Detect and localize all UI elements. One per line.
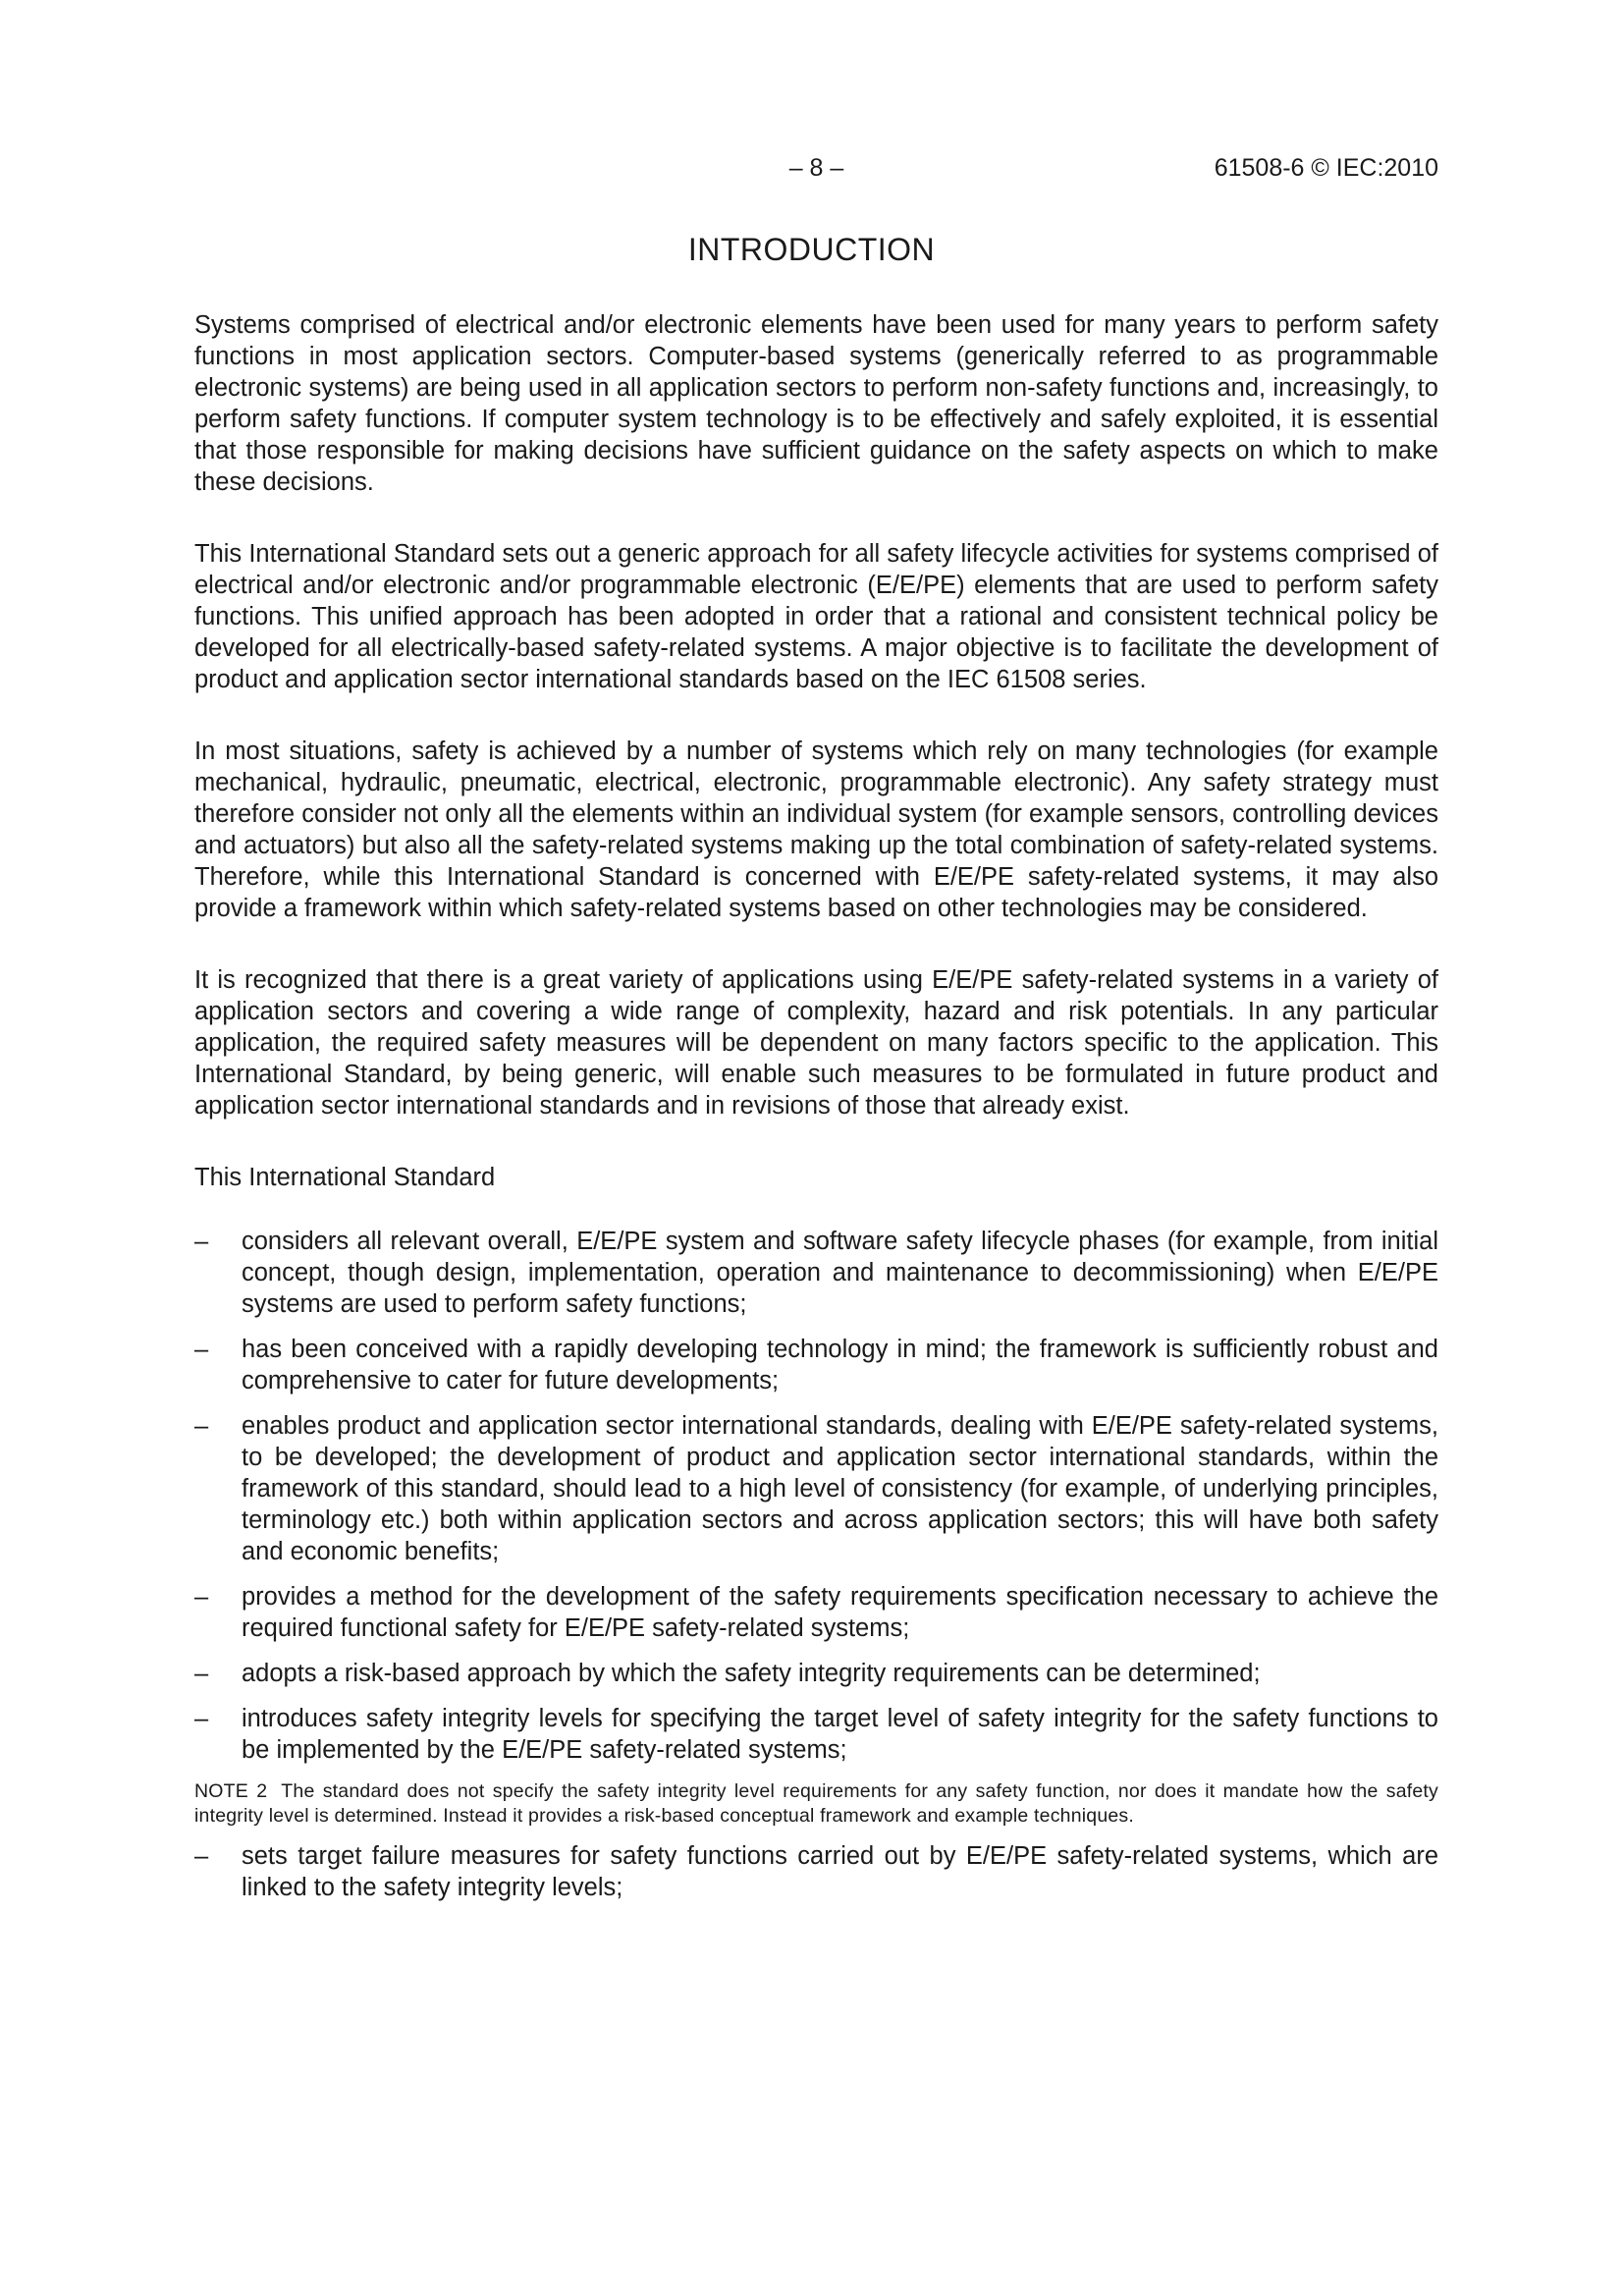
- list-item-text: sets target failure measures for safety functions carried out by E/E/PE safety-related systems, which are linked to the safety integrity levels;: [242, 1842, 1438, 1901]
- list-item-text: enables product and application sector international standards, dealing with E/E/PE safety-related systems, to be developed; the development of product and application sector international standards, within the framework of this standard, should lead to a high level of consistency (for example, of underlying principles, terminology etc.) both within application sectors and across application sectors; this will have both safety and economic benefits;: [242, 1412, 1438, 1565]
- list-item-text: considers all relevant overall, E/E/PE system and software safety lifecycle phases (for example, from initial concept, though design, implementation, operation and maintenance to decommissioning) when E/E/PE systems are used to perform safety functions;: [242, 1228, 1438, 1318]
- paragraph-2: This International Standard sets out a generic approach for all safety lifecycle activities for systems comprised of electrical and/or electronic and/or programmable electronic (E/E/PE) elements that are used to perform safety functions. This unified approach has been adopted in order that a rational and consistent technical policy be developed for all electrically-based safety-related systems. A major objective is to facilitate the development of product and application sector international standards based on the IEC 61508 series.: [194, 540, 1438, 693]
- section-title: INTRODUCTION: [687, 232, 936, 267]
- list-item-text: has been conceived with a rapidly developing technology in mind; the framework is sufficiently robust and comprehensive to cater for future developments;: [242, 1336, 1438, 1394]
- paragraph-4: It is recognized that there is a great variety of applications using E/E/PE safety-related systems in a variety of application sectors and covering a wide range of complexity, hazard and risk potentials. In any particular application, the required safety measures will be dependent on many factors specific to the application. This International Standard, by being generic, will enable such measures to be formulated in future product and application sector international standards and in revisions of those that already exist.: [194, 966, 1438, 1120]
- page-header: [194, 154, 1438, 193]
- note-2: [194, 1779, 1438, 1829]
- document-reference: 61508-6 © IEC:2010: [1214, 154, 1438, 182]
- list-item: [194, 1226, 1438, 1320]
- list-item: [194, 1840, 1438, 1903]
- note-text: The standard does not specify the safety integrity level requirements for any safety function, nor does it mandate how the safety integrity level is determined. Instead it provides a risk-based conceptual framework and example techniques.: [194, 1780, 1438, 1827]
- list-intro: This International Standard: [194, 1164, 496, 1191]
- dash-marker: –: [194, 1705, 209, 1732]
- list-item: [194, 1334, 1438, 1396]
- paragraph-1: Systems comprised of electrical and/or electronic elements have been used for many years to perform safety functions in most application sectors. Computer-based systems (generically referred to as programmable electronic systems) are being used in all application sectors to perform non-safety functions and, increasingly, to perform safety functions. If computer system technology is to be effectively and safely exploited, it is essential that those responsible for making decisions have sufficient guidance on the safety aspects on which to make these decisions.: [194, 311, 1438, 496]
- dash-marker: –: [194, 1412, 209, 1440]
- page-number: – 8 –: [788, 154, 844, 182]
- list-item-text: introduces safety integrity levels for specifying the target level of safety integrity for the safety functions to be implemented by the E/E/PE safety-related systems;: [242, 1705, 1438, 1764]
- dash-marker: –: [194, 1228, 209, 1255]
- standard-features-list: [194, 1226, 1438, 1766]
- paragraph-3: In most situations, safety is achieved by a number of systems which rely on many technologies (for example mechanical, hydraulic, pneumatic, electrical, electronic, programmable electronic). Any safety strategy must therefore consider not only all the elements within an individual system (for example sensors, controlling devices and actuators) but also all the safety-related systems making up the total combination of safety-related systems. Therefore, while this International Standard is concerned with E/E/PE safety-related systems, it may also provide a framework within which safety-related systems based on other technologies may be considered.: [194, 738, 1438, 922]
- list-item-text: provides a method for the development of the safety requirements specification necessary to achieve the required functional safety for E/E/PE safety-related systems;: [242, 1583, 1438, 1642]
- dash-marker: –: [194, 1583, 209, 1611]
- dash-marker: –: [194, 1336, 209, 1363]
- list-item: [194, 1581, 1438, 1644]
- list-item: [194, 1658, 1438, 1689]
- note-label: NOTE 2: [194, 1780, 268, 1802]
- standard-features-list-continued: [194, 1840, 1438, 1903]
- dash-marker: –: [194, 1660, 209, 1687]
- list-item-text: adopts a risk-based approach by which the safety integrity requirements can be determined;: [242, 1660, 1261, 1687]
- body-text: [194, 309, 1438, 1917]
- list-item: [194, 1410, 1438, 1567]
- dash-marker: –: [194, 1842, 209, 1870]
- list-item: [194, 1703, 1438, 1766]
